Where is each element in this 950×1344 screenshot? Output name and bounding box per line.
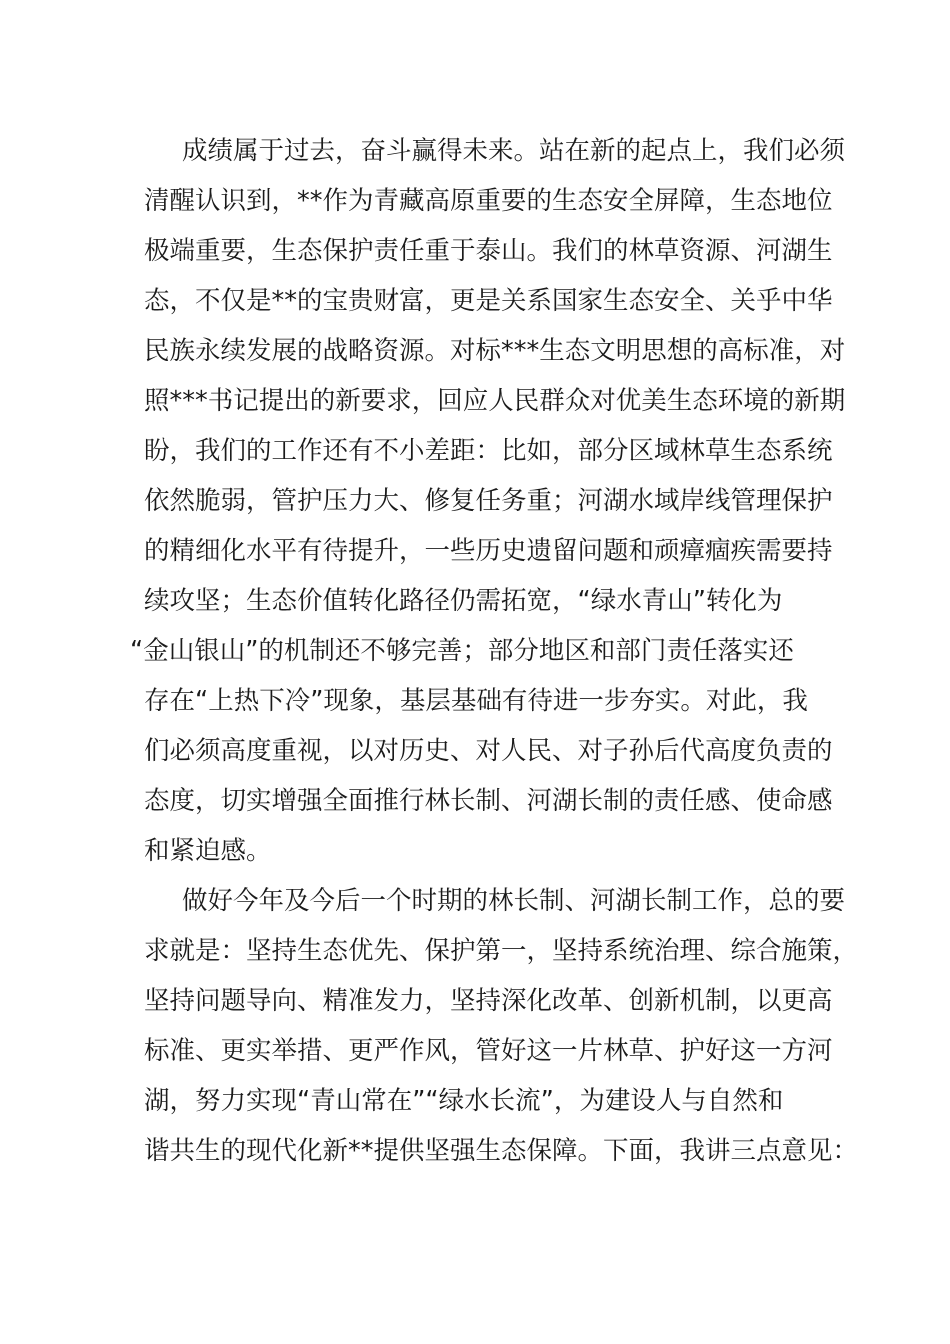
paragraph-line: 和紧迫感。 bbox=[144, 836, 272, 866]
paragraph-line: 的精细化水平有待提升，一些历史遗留问题和顽瘴痼疾需要持 bbox=[144, 536, 833, 566]
paragraph-line: “金山银山”的机制还不够完善；部分地区和部门责任落实还 bbox=[130, 636, 794, 666]
paragraph-2 bbox=[144, 876, 859, 1176]
paragraph-line: 求就是：坚持生态优先、保护第一，坚持系统治理、综合施策， bbox=[144, 936, 859, 966]
paragraph-line: 态，不仅是**的宝贵财富，更是关系国家生态安全、关乎中华 bbox=[144, 286, 833, 316]
paragraph-line: 湖，努力实现“青山常在”“绿水长流”，为建设人与自然和 bbox=[144, 1086, 784, 1116]
paragraph-line: 谐共生的现代化新**提供坚强生态保障。下面，我讲三点意见： bbox=[144, 1136, 859, 1166]
paragraph-line: 依然脆弱，管护压力大、修复任务重；河湖水域岸线管理保护 bbox=[144, 486, 833, 516]
paragraph-1 bbox=[130, 126, 846, 876]
paragraph-line: 续攻坚；生态价值转化路径仍需拓宽，“绿水青山”转化为 bbox=[144, 586, 783, 616]
paragraph-line: 盼，我们的工作还有不小差距：比如，部分区域林草生态系统 bbox=[144, 436, 833, 466]
document-body bbox=[130, 126, 859, 1176]
paragraph-line: 照***书记提出的新要求，回应人民群众对优美生态环境的新期 bbox=[144, 386, 846, 416]
paragraph-line: 坚持问题导向、精准发力，坚持深化改革、创新机制，以更高 bbox=[144, 986, 833, 1016]
paragraph-line: 成绩属于过去，奋斗赢得未来。站在新的起点上，我们必须 bbox=[182, 136, 846, 166]
paragraph-line: 做好今年及今后一个时期的林长制、河湖长制工作，总的要 bbox=[182, 886, 846, 916]
paragraph-line: 极端重要，生态保护责任重于泰山。我们的林草资源、河湖生 bbox=[144, 236, 833, 266]
paragraph-line: 们必须高度重视，以对历史、对人民、对子孙后代高度负责的 bbox=[144, 736, 833, 766]
paragraph-line: 民族永续发展的战略资源。对标***生态文明思想的高标准，对 bbox=[144, 336, 846, 366]
paragraph-line: 标准、更实举措、更严作风，管好这一片林草、护好这一方河 bbox=[144, 1036, 833, 1066]
paragraph-line: 态度，切实增强全面推行林长制、河湖长制的责任感、使命感 bbox=[144, 786, 833, 816]
paragraph-line: 清醒认识到，**作为青藏高原重要的生态安全屏障，生态地位 bbox=[144, 186, 833, 216]
paragraph-line: 存在“上热下冷”现象，基层基础有待进一步夯实。对此，我 bbox=[144, 686, 808, 716]
